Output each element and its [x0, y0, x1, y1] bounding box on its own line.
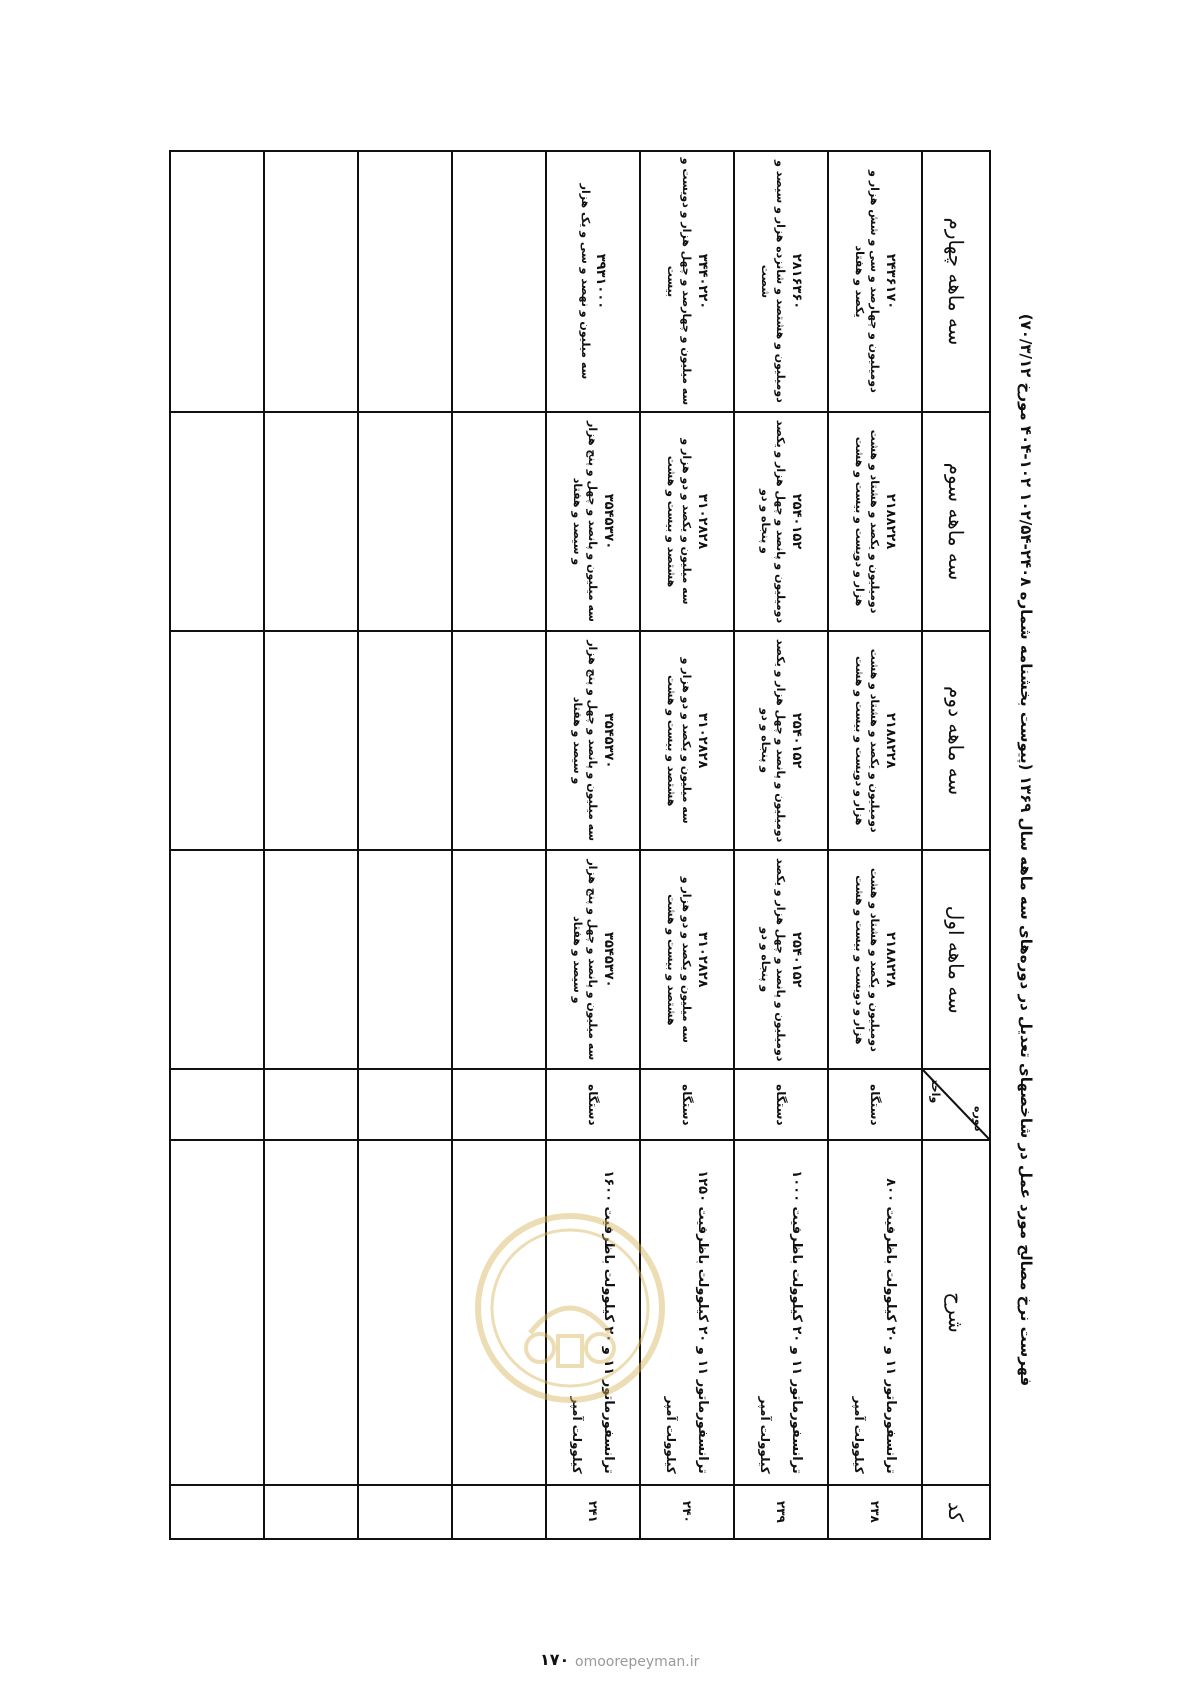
page-number: ۱۷۰ — [540, 1650, 570, 1669]
desc-line2: کیلوولت آمپر — [664, 1396, 679, 1474]
row-q1 — [828, 850, 922, 1069]
q4-number: ۳۴۴۰۲۲۰ — [694, 253, 710, 310]
q4-number: ۲۸۱۶۳۶۰ — [788, 253, 804, 310]
row-q4 — [828, 151, 922, 412]
header-row — [922, 151, 990, 1539]
q4-words: دومیلیون و چهارصد و سی و شش هزار و یکصد و هفتاد — [853, 170, 882, 393]
header-q2: سه ماهه دوم — [922, 631, 990, 850]
q1-words: دومیلیون و یکصد و هشتاد و هشت هزار و دویست و بیست و هشت — [853, 867, 882, 1052]
q3-number: ۳۱۰۲۸۲۸ — [694, 493, 710, 550]
row-code: ۲۳۹ — [734, 1485, 828, 1539]
header-q4: سه ماهه چهارم — [922, 151, 990, 412]
q4-words: سه میلیون و نهصد و سی و یک هزار — [578, 183, 592, 380]
row-q1 — [640, 850, 734, 1069]
desc-line1: ترانسفورماتور ۱۱ و ۲۰ کیلوولت باظرفیت ۱۶۰۰ — [600, 1170, 616, 1474]
header-unit-top: دوره — [972, 1106, 985, 1132]
row-code: ۲۴۱ — [546, 1485, 640, 1539]
q2-words: دومیلیون و یکصد و هشتاد و هشت هزار و دویست و بیست و هشت — [853, 648, 882, 833]
row-q3 — [734, 412, 828, 631]
watermark-url: omoorepeyman.ir — [575, 1654, 700, 1670]
q2-number: ۲۱۸۸۲۲۸ — [882, 712, 898, 769]
q3-words: دومیلیون و یکصد و هشتاد و هشت هزار و دویست و بیست و هشت — [853, 429, 882, 614]
watermark-seal-logo — [470, 1208, 670, 1408]
row-q2 — [828, 631, 922, 850]
row-q3 — [640, 412, 734, 631]
q4-words: سه میلیون و چهارصد و چهل هزار و دویست و بیست — [665, 157, 694, 406]
q3-number: ۳۵۴۵۳۷۰ — [600, 493, 616, 550]
q2-number: ۳۱۰۲۸۲۸ — [694, 712, 710, 769]
row-q4 — [546, 151, 640, 412]
q3-words: سه میلیون و یکصد و دو هزار و هشتصد و بیست و هشت — [665, 438, 694, 605]
q3-number: ۲۵۴۰۱۵۲ — [788, 493, 804, 550]
header-q1: سه ماهه اول — [922, 850, 990, 1069]
row-unit: دستگاه — [546, 1069, 640, 1140]
row-q2 — [734, 631, 828, 850]
desc-line1: ترانسفورماتور ۱۱ و ۲۰ کیلوولت باظرفیت ۸۰۰ — [882, 1178, 898, 1474]
desc-line1: ترانسفورماتور ۱۱ و ۲۰ کیلوولت باظرفیت ۱۰۰۰ — [788, 1170, 804, 1474]
row-q1 — [546, 850, 640, 1069]
header-unit — [922, 1069, 990, 1140]
q4-number: ۳۹۳۱۰۰۰ — [593, 253, 609, 310]
table-row — [828, 151, 922, 1539]
q2-number: ۳۵۴۵۳۷۰ — [600, 712, 616, 769]
q1-words: دومیلیون و پانصد و چهل هزار و یکصد و پنجاه و دو — [759, 858, 788, 1062]
header-unit-bottom: واحد — [928, 1078, 942, 1104]
q2-words: سه میلیون و پانصد و چهل و پنج هزار و سیصد و هفتاد — [571, 640, 600, 842]
row-description — [734, 1140, 828, 1484]
q3-words: سه میلیون و پانصد و چهل و پنج هزار و سیصد و هفتاد — [571, 421, 600, 622]
row-description — [828, 1140, 922, 1484]
row-unit: دستگاه — [734, 1069, 828, 1140]
row-q4 — [640, 151, 734, 412]
q1-number: ۳۵۴۵۳۷۰ — [600, 932, 616, 988]
q2-number: ۲۵۴۰۱۵۲ — [788, 712, 804, 769]
q1-number: ۲۱۸۸۲۲۸ — [882, 932, 898, 988]
q2-words: سه میلیون و یکصد و دو هزار و هشتصد و بیست و هشت — [665, 657, 694, 824]
empty-row — [264, 151, 358, 1539]
desc-line2: کیلوولت آمپر — [570, 1396, 585, 1474]
row-q4 — [734, 151, 828, 412]
row-unit: دستگاه — [828, 1069, 922, 1140]
row-q2 — [640, 631, 734, 850]
row-q1 — [734, 850, 828, 1069]
row-q3 — [546, 412, 640, 631]
document-title: فهرست نرخ مصالح مورد عمل در شاخصهای تعدیل در دوره‌های سه ماهه سال ۱۳۶۹ (پیوست بخشنامه شماره ۲۴۰۸-۱۰۲/۵۴ ۱۰۲-۴۰۴ مورخ ۷۰/۳/۱۲) — [1017, 313, 1035, 1387]
q4-words: دومیلیون و هشتصد و شانزده هزار و سیصد و شصت — [759, 160, 788, 403]
row-unit: دستگاه — [640, 1069, 734, 1140]
desc-line2: کیلوولت آمپر — [852, 1396, 867, 1474]
empty-row — [358, 151, 452, 1539]
q1-number: ۳۱۰۲۸۲۸ — [694, 932, 710, 988]
row-q2 — [546, 631, 640, 850]
desc-line2: کیلوولت آمپر — [758, 1396, 773, 1474]
header-description: شرح — [922, 1140, 990, 1484]
q2-words: دومیلیون و پانصد و چهل هزار و یکصد و پنجاه و دو — [759, 639, 788, 843]
header-q3: سه ماهه سوم — [922, 412, 990, 631]
q3-number: ۲۱۸۸۲۲۸ — [882, 493, 898, 550]
desc-line1: ترانسفورماتور ۱۱ و ۲۰ کیلوولت باظرفیت ۱۲۵۰ — [694, 1170, 710, 1474]
q1-number: ۲۵۴۰۱۵۲ — [788, 932, 804, 988]
table-row — [734, 151, 828, 1539]
q4-number: ۲۴۳۶۱۷۰ — [882, 253, 898, 310]
row-code: ۲۴۰ — [640, 1485, 734, 1539]
q1-words: سه میلیون و پانصد و چهل و پنج هزار و سیصد و هفتاد — [571, 859, 600, 1061]
row-q3 — [828, 412, 922, 631]
row-code: ۲۳۸ — [828, 1485, 922, 1539]
empty-row — [170, 151, 264, 1539]
q3-words: دومیلیون و پانصد و چهل هزار و یکصد و پنجاه و دو — [759, 419, 788, 624]
q1-words: سه میلیون و یکصد و دو هزار و هشتصد و بیست و هشت — [665, 876, 694, 1043]
header-code: کد — [922, 1485, 990, 1539]
